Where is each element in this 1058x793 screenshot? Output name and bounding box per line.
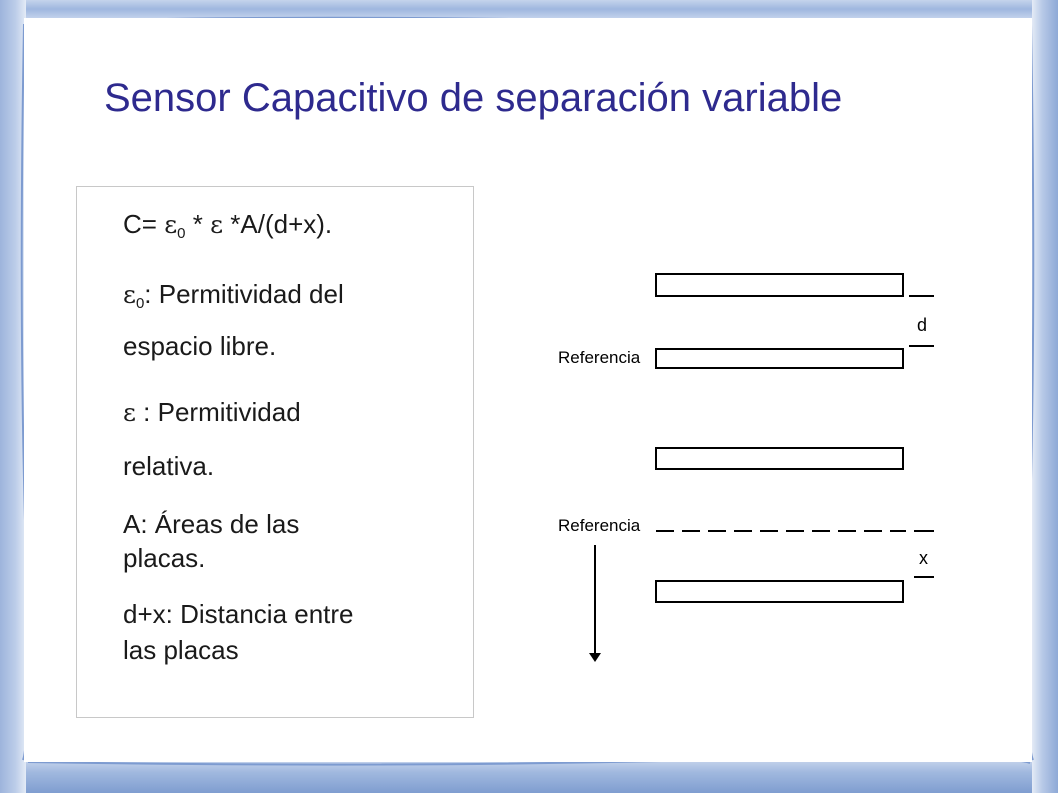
definitions-box — [76, 186, 474, 718]
subscript-zero: 0 — [135, 295, 145, 312]
x-label: x — [919, 548, 928, 568]
area-definition-line2: placas. — [123, 543, 206, 573]
subscript-zero: 0 — [177, 225, 186, 242]
formula-rest: *A/(d+x). — [230, 209, 333, 239]
formula-times: * — [192, 209, 203, 239]
bottom-plate-lower — [656, 581, 903, 602]
eps0-definition-line2: espacio libre. — [123, 331, 277, 361]
slide-title: Sensor Capacitivo de separación variable — [104, 76, 843, 120]
top-plate-upper — [656, 274, 903, 296]
epsilon-symbol: ε — [210, 210, 224, 239]
d-label: d — [917, 315, 928, 335]
distance-definition-line1: d+x: Distancia entre — [123, 599, 354, 629]
top-plate-lower — [656, 448, 903, 469]
capacitor-plates-diagram — [540, 255, 960, 675]
epsilon-symbol: ε — [164, 210, 178, 239]
distance-definition-line2: las placas — [123, 635, 239, 665]
bottom-plate-upper — [656, 349, 903, 368]
eps-definition-line1 — [123, 397, 301, 428]
epsilon-symbol: ε — [123, 398, 136, 427]
eps-definition-line2: relativa. — [123, 451, 215, 481]
reference-label-bottom: Referencia — [558, 516, 641, 535]
capacitance-formula — [123, 209, 332, 242]
eps-definition-text: : Permitividad — [135, 397, 301, 427]
epsilon-symbol: ε — [123, 280, 136, 309]
formula-c-prefix: C= — [123, 209, 157, 239]
reference-label-top: Referencia — [558, 348, 641, 367]
area-definition-line1: A: Áreas de las — [123, 509, 300, 539]
eps0-definition-text: : Permitividad del — [144, 279, 344, 309]
arrow-down-icon — [589, 653, 601, 662]
eps0-definition-line1 — [123, 279, 344, 312]
